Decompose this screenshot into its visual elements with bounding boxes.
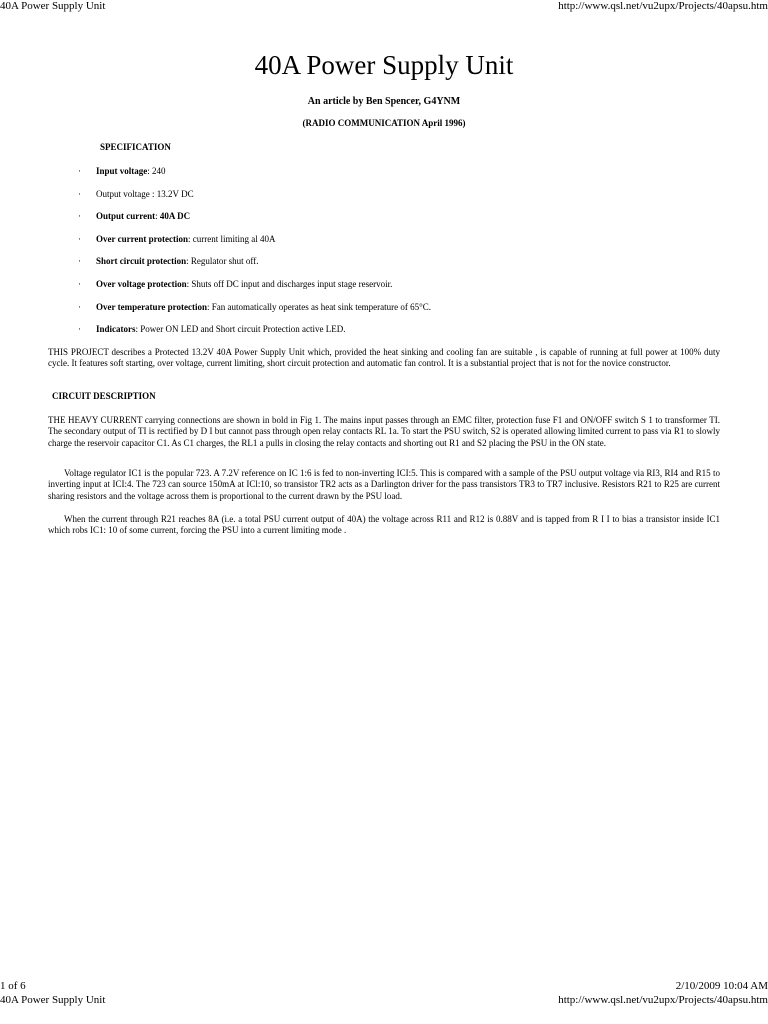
header-url: http://www.qsl.net/vu2upx/Projects/40apsu.htm (558, 0, 768, 12)
print-header (0, 0, 768, 14)
header-page-title: 40A Power Supply Unit (0, 0, 106, 12)
print-footer (0, 980, 768, 994)
page-title: 40A Power Supply Unit (254, 50, 514, 80)
bullet-icon: · (78, 188, 81, 199)
spec-item: · Input voltage: 240 (78, 166, 166, 176)
footer-url: http://www.qsl.net/vu2upx/Projects/40apsu.htm (558, 994, 768, 1006)
spec-item: · Output current: 40A DC (78, 211, 191, 222)
spec-item: · Short circuit protection: Regulator shut off. (78, 256, 259, 267)
spec-label: Over current protection (96, 233, 188, 244)
spec-value: Power ON LED and Short circuit Protection active LED. (140, 324, 346, 335)
spec-item: · Over current protection: current limiting al 40A (78, 233, 276, 244)
spec-value: Output voltage : 13.2V DC (96, 188, 194, 199)
article-source: (RADIO COMMUNICATION April 1996) (302, 118, 466, 128)
spec-label: Input voltage (96, 166, 148, 176)
circuit-paragraph-2: Voltage regulator IC1 is the popular 723. A 7.2V reference on IC 1:6 is fed to non-inverting ICI:5. This is compared with a sample of the PSU output voltage via RI3, RI4 and R15 to inverting input at ICI:4. The 723 can source 150mA at ICl:10, so transistor TR2 acts as a Darlington driver for the pass transistors TR3 to TR7 inclusive. Resistors R21 to R25 are current sharing resistors and the voltage across them is proportional to the current drawn by the PSU load. (48, 468, 720, 501)
spec-value: current limiting al 40A (192, 233, 276, 244)
spec-label: Over voltage protection (96, 278, 187, 289)
spec-value: Shuts off DC input and discharges input stage reservoir. (191, 278, 393, 289)
spec-value: Fan automatically operates as heat sink temperature of 65°C. (211, 301, 432, 312)
footer-page-title: 40A Power Supply Unit (0, 994, 106, 1006)
spec-item: · Over temperature protection: Fan automatically operates as heat sink temperature of 65°C. (78, 301, 432, 312)
spec-label: Over temperature protection (96, 301, 207, 312)
spec-value: Regulator shut off. (190, 256, 259, 267)
specification-list (78, 166, 738, 347)
spec-item (78, 189, 738, 212)
spec-value: 240 (152, 166, 166, 176)
bullet-icon: · (78, 256, 81, 267)
article-byline: An article by Ben Spencer, G4YNM (307, 96, 461, 107)
print-footer-second-line (0, 994, 768, 1008)
bullet-icon: · (78, 278, 81, 289)
bullet-icon: · (78, 211, 81, 222)
circuit-paragraph-1: THE HEAVY CURRENT carrying connections are shown in bold in Fig 1. The mains input passes through an EMC filter, protection fuse F1 and ON/OFF switch S 1 to transformer TI. The secondary output of TI is rectified by D I but cannot pass through open relay contacts RL 1a. To start the PSU switch, S2 is operated allowing limited current to pass via R1 to slowly charge the reservoir capacitor C1. As C1 charges, the RL1 a pulls in closing the relay contacts and shorting out R1 and S2 placing the PSU in the ON state. (48, 415, 720, 448)
intro-paragraph: THIS PROJECT describes a Protected 13.2V 40A Power Supply Unit which, provided the heat sinking and cooling fan are suitable , is capable of running at full power at 100% duty cycle. It features soft starting, over voltage, current limiting, short circuit protection and automatic fan control. It is a substantial project that is not for the novice constructor. (48, 347, 720, 369)
print-datetime: 2/10/2009 10:04 AM (675, 980, 768, 992)
spec-label: Indicators (96, 324, 136, 335)
bullet-icon: · (78, 233, 81, 244)
spec-item: · Over voltage protection: Shuts off DC input and discharges input stage reservoir. (78, 278, 393, 289)
page-number: 1 of 6 (0, 980, 26, 992)
bullet-icon: · (78, 166, 81, 176)
circuit-description-heading: CIRCUIT DESCRIPTION (52, 391, 156, 401)
bullet-icon: · (78, 324, 81, 335)
spec-label: Output current (96, 211, 156, 222)
circuit-paragraph-3: When the current through R21 reaches 8A (i.e. a total PSU current output of 40A) the voltage across R11 and R12 is 0.88V and is tapped from R I I to bias a transistor inside IC1 which robs IC1: 10 of some current, forcing the PSU into a current limiting mode . (48, 514, 720, 536)
spec-value: 40A DC (159, 211, 191, 222)
specification-heading: SPECIFICATION (100, 142, 171, 152)
bullet-icon: · (78, 301, 81, 312)
spec-label: Short circuit protection (96, 256, 187, 267)
spec-item: · Indicators: Power ON LED and Short circuit Protection active LED. (78, 324, 346, 335)
